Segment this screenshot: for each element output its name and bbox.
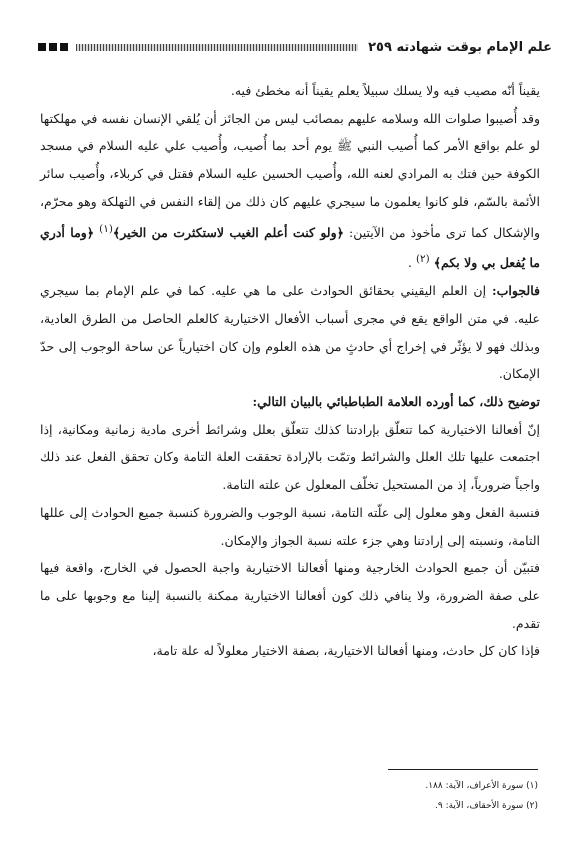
paragraph: يقيناً أنّه مصيب فيه ولا يسلك سبيلاً يعلم يقيناً أنه مخطئ فيه. xyxy=(230,83,540,98)
footnote-divider xyxy=(388,769,538,770)
quran-quote: ﴿وما أدري ما يُفعل بي ولا بكم﴾ xyxy=(40,224,540,271)
paragraph-text: إن العلم اليقيني بحقائق الحوادث على ما هي عليه. كما في علم الإمام بما سيجري عليه. في متن الواقع يقع في مجرى أسباب الأفعال الاختيارية كالعلم الحاصل من الطرق العادية، وبذلك فهو لا يؤثّر في إخراج أي حادثٍ من هذه العلوم وإن كان اختيارياً عن ساحة الوجوب إلى حدّ الإمكان. xyxy=(40,283,540,382)
paragraph-text: . xyxy=(408,255,416,271)
footnote-ref: (١) xyxy=(99,222,113,235)
paragraph: إنّ أفعالنا الاختيارية كما تتعلّق بإرادتنا كذلك تتعلّق بعلل وشرائط أخرى مادية زمانية ومكانية، إذا اجتمعت عليها تلك العلل والشرائط وتمّت بالإرادة تحققت العلة التامة وكان تحقق الفعل عند ذلك واجباً ضرورياً، إذ من المستحيل تخلّف المعلول عن علته التامة. xyxy=(40,421,540,493)
footnote-ref: (٢) xyxy=(415,253,430,266)
footnote: (١) سورة الأعراف، الآية: ١٨٨. xyxy=(425,781,538,791)
footnotes xyxy=(40,776,538,816)
paragraph: فتبيّن أن جميع الحوادث الخارجية ومنها أفعالنا الاختيارية واجبة الحصول في الخارج، واقعة فيها على صفة الضرورة، ولا ينافي ذلك كون أفعالنا الاختيارية ممكنة بالنسبة إلينا مع وجوبها على ما تقدم. xyxy=(40,560,540,631)
header-ornament-band xyxy=(76,44,358,51)
answer-label: فالجواب: xyxy=(492,283,540,299)
paragraph: فإذا كان كل حادث، ومنها أفعالنا الاختيارية، بصفة الاختيار معلولاً له علة تامة، xyxy=(152,643,540,659)
header-ornament-squares xyxy=(38,43,68,51)
ornament-square xyxy=(60,43,68,51)
ornament-square xyxy=(49,43,57,51)
paragraph: فنسبة الفعل وهو معلول إلى علّته التامة، نسبة الوجوب والضرورة كنسبة جميع الحوادث إلى عللها التامة، ونسبته إلى إرادتنا وهي جزء علته نسبة الجواز والإمكان. xyxy=(40,504,540,548)
body-text xyxy=(40,77,540,665)
paragraph xyxy=(40,105,540,278)
footnote: (٢) سورة الأحقاف، الآية: ٩. xyxy=(434,801,538,811)
paragraph xyxy=(40,277,540,388)
quran-quote: ﴿ولو كنت أعلم الغيب لاستكثرت من الخير﴾ xyxy=(112,224,344,240)
running-title: علم الإمام بوقت شهادته ٢٥٩ xyxy=(368,39,552,55)
subheading: توضيح ذلك، كما أورده العلامة الطباطبائي بالبيان التالي: xyxy=(252,394,540,410)
paragraph-text: وقد أُصيبوا صلوات الله وسلامه عليهم بمصائب ليس من الجائز أن يُلقي الإنسان نفسه في مهلكتها لو علم بواقع الأمر كما أُصيب النبي ﷺ يوم أحد بما أُصيب، وأُصيب علي عليه السلام في مسجد الكوفة حين فتك به المرادي لعنه الله، وأُصيب الحسين عليه السلام فقتل في كربلاء، وأُصيب سائر الأئمة بالسّم، فلو كانوا يعلمون ما سيجري عليهم كان ذلك من إلقاء النفس في التهلكة وهو محرّم، والإشكال كما ترى مأخوذ من الآيتين: xyxy=(40,110,540,240)
page-header xyxy=(38,36,552,58)
ornament-square xyxy=(38,43,46,51)
